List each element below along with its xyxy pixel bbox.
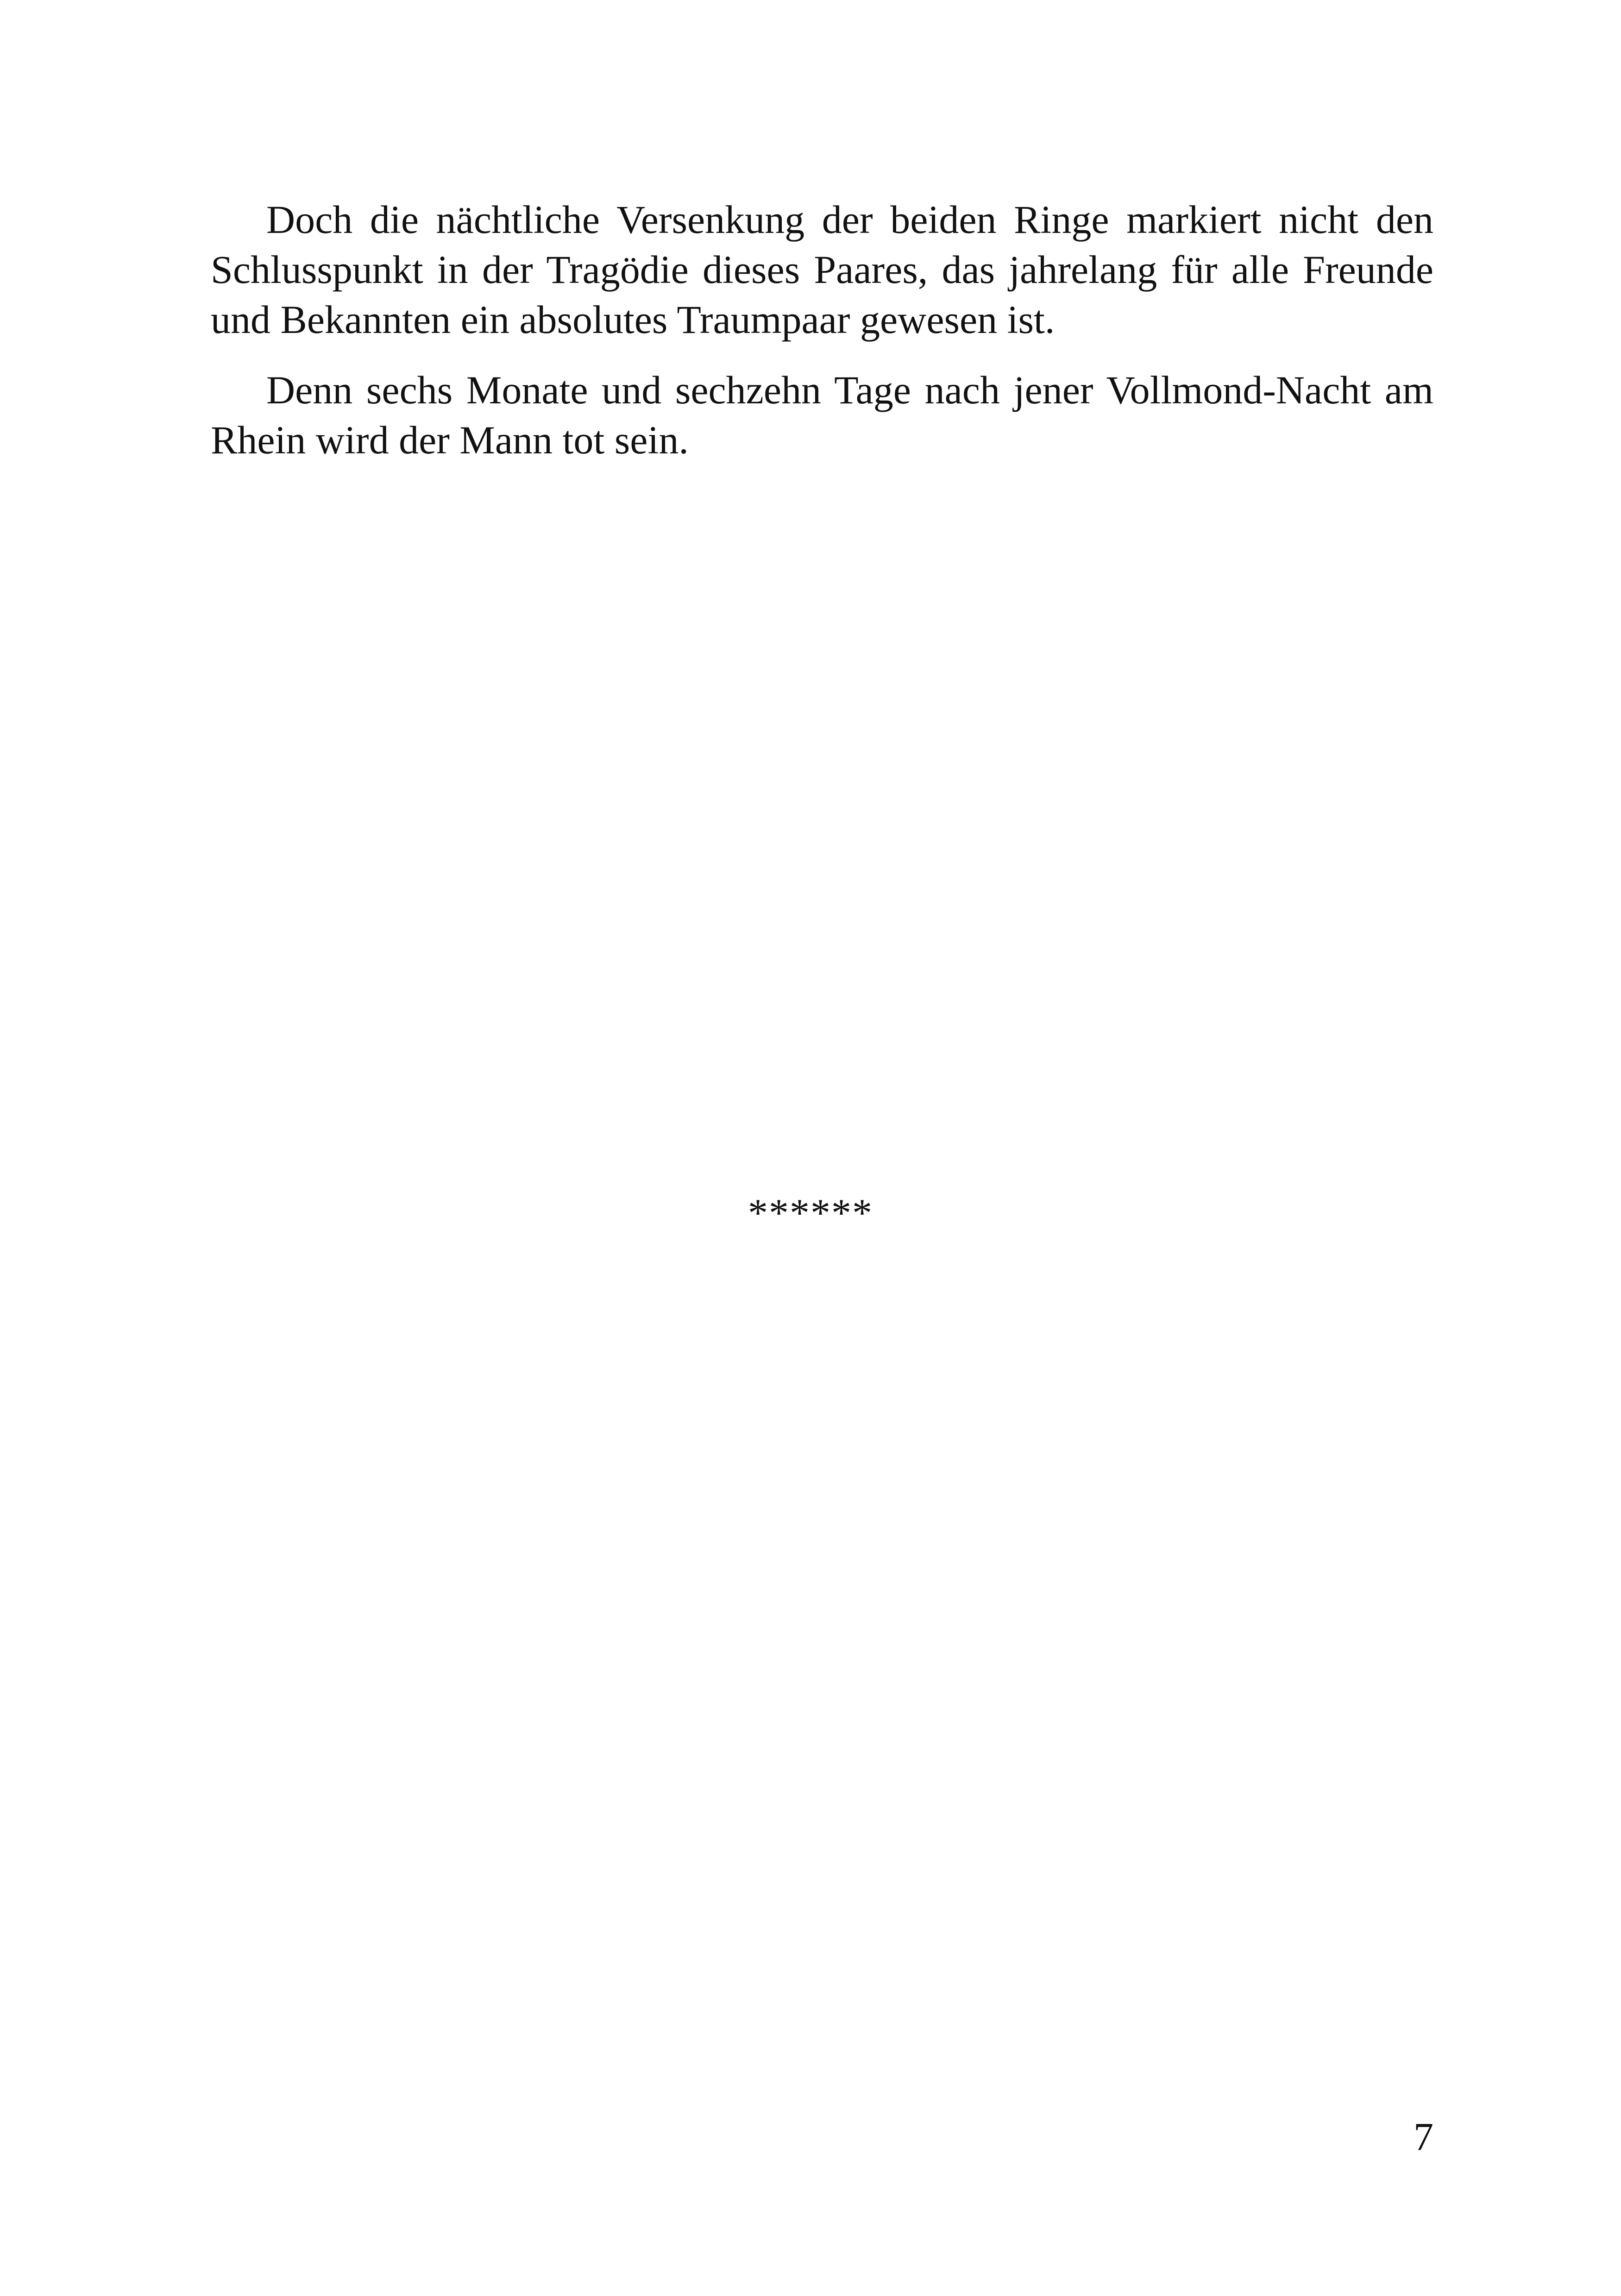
paragraph-1: Doch die nächtliche Versenkung der beiden Ringe markiert nicht den Schlusspunkt in der Tragödie dieses Paares, das jahrelang für alle Freunde und Bekannten ein absolutes Traumpaar gewesen ist.: [211, 197, 1433, 342]
body-text: [211, 194, 1433, 465]
paragraph-2: Denn sechs Monate und sechzehn Tage nach jener Vollmond-Nacht am Rhein wird der Mann tot sein.: [211, 368, 1433, 462]
page-number: 7: [1414, 2114, 1433, 2159]
section-separator: ******: [748, 1191, 873, 1235]
